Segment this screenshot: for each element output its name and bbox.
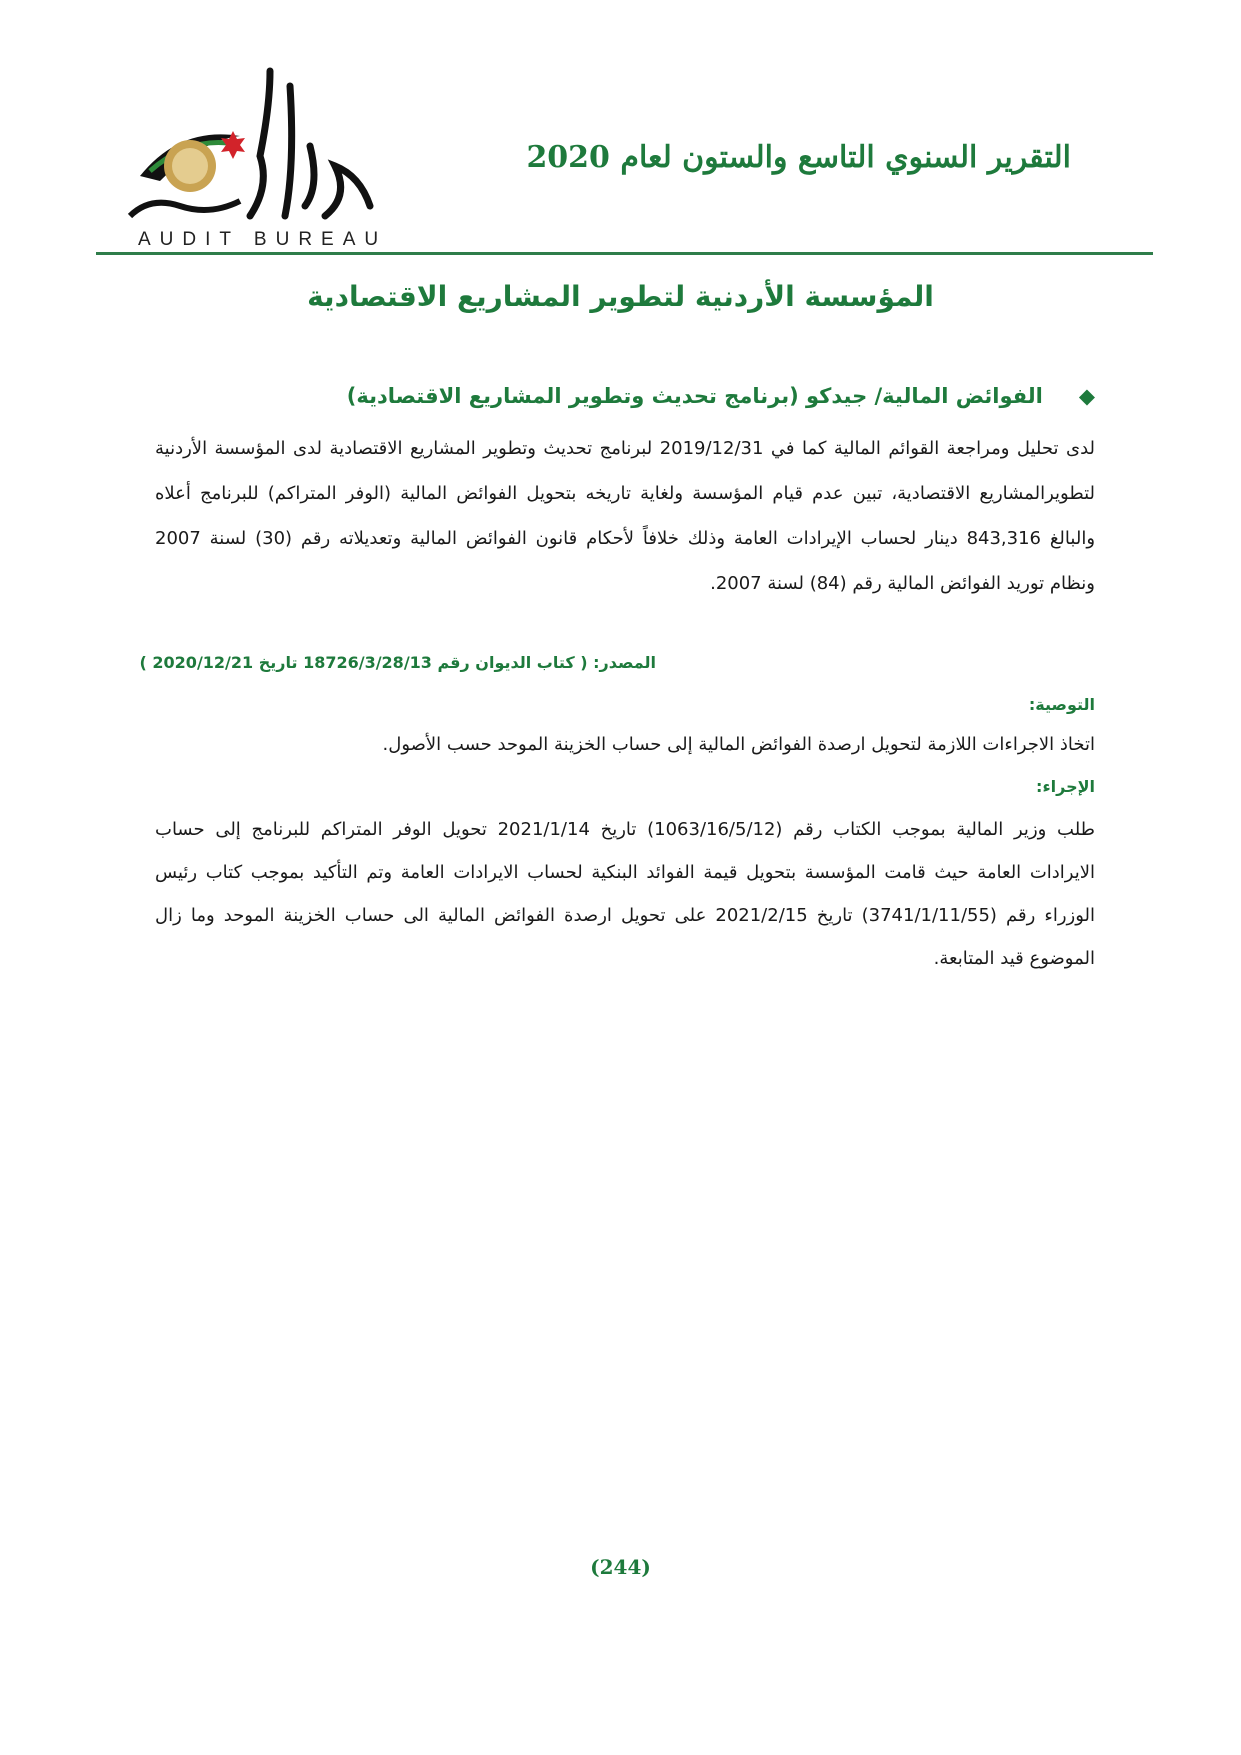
- recommendation-text: اتخاذ الاجراءات اللازمة لتحويل ارصدة الفوائض المالية إلى حساب الخزينة الموحد حسب الأصول.: [382, 734, 1095, 755]
- report-title: التقرير السنوي التاسع والستون لعام 2020: [526, 140, 1071, 175]
- entity-title: المؤسسة الأردنية لتطوير المشاريع الاقتصادية: [307, 280, 934, 313]
- source-reference: المصدر: ( كتاب الديوان رقم 18726/3/28/13 تاريخ 2020/12/21 ): [139, 653, 656, 672]
- logo-text: AUDIT BUREAU: [138, 229, 388, 250]
- section-heading: [347, 384, 1095, 408]
- section-heading-text: الفوائض المالية/ جيدكو (برنامج تحديث وتطوير المشاريع الاقتصادية): [346, 384, 1043, 408]
- action-text: طلب وزير المالية بموجب الكتاب رقم (1063/16/5/12) تاريخ 2021/1/14 تحويل الوفر المتراكم للبرنامج إلى حساب الايرادات العامة حيث قامت المؤسسة بتحويل قيمة الفوائد البنكية لحساب الايرادات العامة وتم التأكيد بموجب كتاب رئيس الوزراء رقم (3741/1/11/55) تاريخ 2021/2/15 على تحويل ارصدة الفوائض المالية الى حساب الخزينة الموحد وما زال الموضوع قيد المتابعة.: [155, 819, 1095, 969]
- logo-emblem-icon: [120, 66, 420, 226]
- recommendation-label: التوصية:: [1028, 695, 1095, 714]
- action-label: الإجراء:: [1036, 777, 1095, 796]
- finding-paragraph: لدى تحليل ومراجعة القوائم المالية كما في 2019/12/31 لبرنامج تحديث وتطوير المشاريع الاقتصادية لدى المؤسسة الأردنية لتطويرالمشاريع الاقتصادية، تبين عدم قيام المؤسسة ولغاية تاريخه بتحويل الفوائض المالية (الوفر المتراكم) للبرنامج أعلاه والبالغ 843,316 دينار لحساب الإيرادات العامة وذلك خلافاً لأحكام قانون الفوائض المالية وتعديلاته رقم (30) لسنة 2007 ونظام توريد الفوائض المالية رقم (84) لسنة 2007.: [155, 438, 1096, 594]
- bullet-icon: ◆: [1078, 384, 1095, 408]
- audit-bureau-logo: [120, 66, 420, 251]
- header-divider: [96, 252, 1153, 255]
- page-number: (244): [590, 1555, 651, 1579]
